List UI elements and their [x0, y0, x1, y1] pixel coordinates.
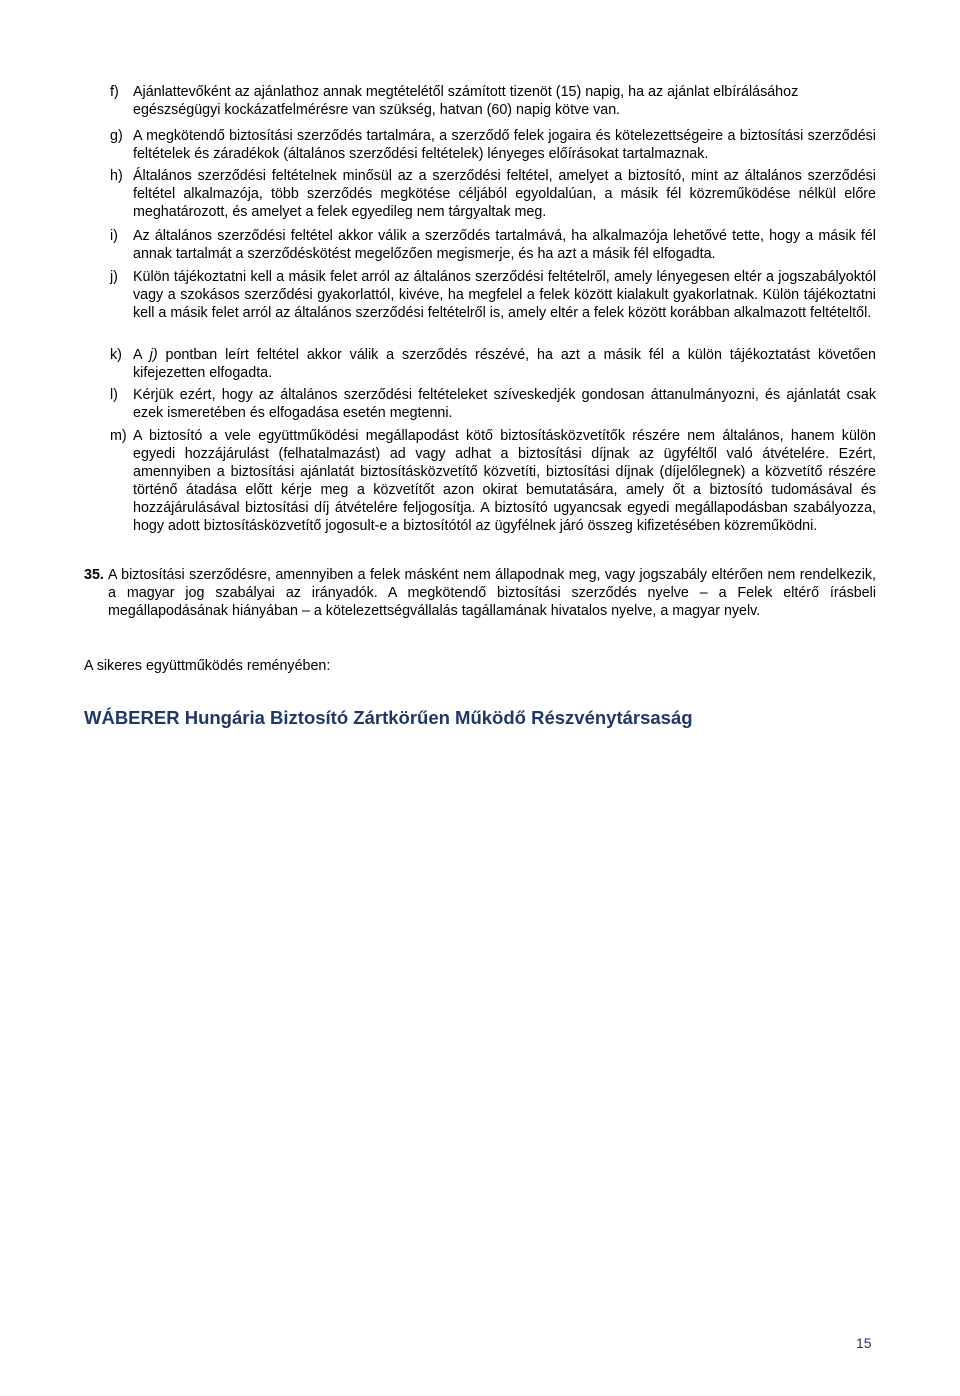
section-35 [84, 566, 876, 620]
item-text: Általános szerződési feltételnek minősül az a szerződési feltétel, amelyet a biztosító, mint az általános szerződési feltétel alkalmazója, több szerződés megkötése céljából egyoldalúan, a másik fél közreműködése nélkül előre meghatározott, és amelyet a felek egyedileg nem tárgyaltak meg. [133, 168, 876, 220]
list-item-m [110, 427, 876, 535]
item-marker: m) [110, 428, 127, 444]
item-marker: l) [110, 387, 118, 403]
section-text: A biztosítási szerződésre, amennyiben a felek másként nem állapodnak meg, vagy jogszabály eltérően nem rendelkezik, a magyar jog szabályai az irányadók. A megkötendő biztosítási szerződés nyelve – a Felek eltérő írásbeli megállapodásának hiányában – a kötelezettségvállalás tagállamának hivatalos nyelve, a magyar nyelv. [108, 567, 876, 619]
item-marker: k) [110, 347, 122, 363]
item-text: Külön tájékoztatni kell a másik felet arról az általános szerződési feltételről, amely lényegesen eltér a jogszabályoktól vagy a szokásos szerződési gyakorlattól, kivéve, ha megfelel a felek között kialakult gyakorlatnak. Külön tájékoztatni kell a másik felet arról az általános szerződési feltételről is, amely eltér a felek között korábban alkalmazott feltételtől. [133, 269, 876, 321]
item-marker: j) [110, 269, 118, 285]
item-text-before: A [133, 347, 150, 363]
item-reference: j) [149, 347, 158, 363]
item-marker: h) [110, 168, 123, 184]
item-marker: g) [110, 128, 123, 144]
item-marker: i) [110, 228, 118, 244]
list-item-h [110, 167, 876, 221]
list-item-f [110, 83, 876, 119]
item-text: Kérjük ezért, hogy az általános szerződési feltételeket szíveskedjék gondosan áttanulmányozni, és ajánlatát csak ezek ismeretében és elfogadása esetén megtenni. [133, 387, 876, 421]
list-item-l [110, 386, 876, 422]
closing-line: A sikeres együttműködés reményében: [84, 658, 331, 674]
section-number: 35. [84, 567, 104, 583]
item-marker: f) [110, 84, 119, 100]
list-item-i [110, 227, 876, 263]
item-text [133, 346, 876, 382]
list-item-g [110, 127, 876, 163]
list-item-k [110, 346, 876, 382]
item-text: A biztosító a vele együttműködési megállapodást kötő biztosításközvetítők részére nem általános, hanem külön egyedi hozzájárulást (felhatalmazást) ad vagy adhat a biztosítási díjnak az ügyféltől való átvételére. Ezért, amennyiben a biztosítási ajánlatát biztosításközvetítő közvetíti, biztosítási díjnak (díjelőlegnek) a közvetítő részére történő átadása előtt kérje meg a közvetítőt azon okirat bemutatására, amely őt a biztosító tudomásával és hozzájárulásával biztosítási díj átvételére feljogosítja. A biztosító ugyancsak egyedi megállapodásban szabályozza, hogy adott biztosításközvetítő jogosult-e a biztosítótól az ügyfélnek járó összeg kifizetésében közreműködni. [133, 428, 876, 534]
item-text: A megkötendő biztosítási szerződés tartalmára, a szerződő felek jogaira és kötelezettségeire a biztosítási szerződési feltételek és záradékok (általános szerződési feltételek) lényeges előírásokat tartalmaznak. [133, 128, 876, 162]
item-text: Az általános szerződési feltétel akkor válik a szerződés tartalmává, ha alkalmazója lehetővé tette, hogy a másik fél annak tartalmát a szerződéskötést megelőzően megismerje, és ha azt a másik fél elfogadta. [133, 228, 876, 262]
page-number: 15 [856, 1335, 872, 1351]
company-name: WÁBERER Hungária Biztosító Zártkörűen Működő Részvénytársaság [84, 707, 693, 728]
item-text: Ajánlattevőként az ajánlathoz annak megtételétől számított tizenöt (15) napig, ha az ajánlat elbírálásához egészségügyi kockázatfelmérésre van szükség, hatvan (60) napig kötve van. [133, 84, 799, 118]
item-text-after: pontban leírt feltétel akkor válik a szerződés részévé, ha azt a másik fél a külön tájékoztatást követően kifejezetten elfogadta. [133, 347, 876, 381]
list-item-j [110, 268, 876, 322]
